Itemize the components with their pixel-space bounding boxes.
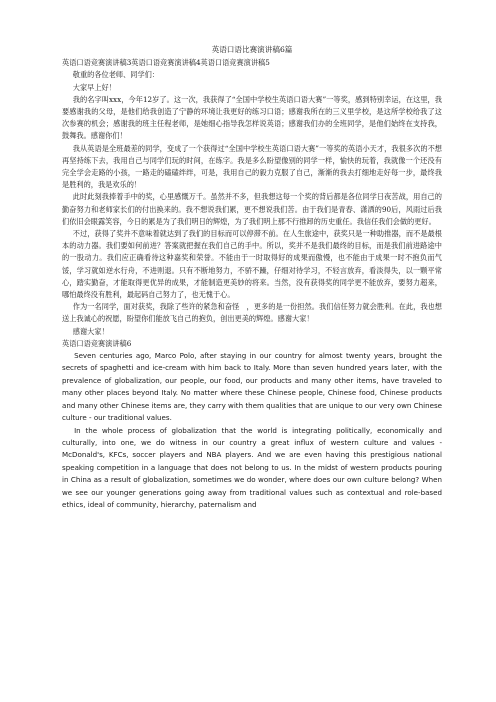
paragraph-3: 此时此刻我捧着手中的奖，心里感慨万千。虽然并不多，但我想这每一个奖的背后都是各位同学日夜苦战，用自己的勤奋努力和老师家长们的付出换来的。我不想说我们累，更不想说我们苦。由于我们是青春、潇洒的90后，风雨过后我们依旧会眼露笑容，今日的累是为了我们明日的辉煌，为了我们明上那不行推卸的历史重任。我信任我们会做的更好。 xyxy=(62,192,442,226)
document-title: 英语口语比赛演讲稿6篇 xyxy=(211,45,293,54)
hello-line: 大家早上好！ xyxy=(72,82,116,92)
english-paragraph-2: In the whole process of globalization that the world is integrating politically, economically and culturally, into one, we do witness in our country a great influx of western culture and values - McDonald's, KFCs, soccer players and NBA players. And we are even having this prestigious national speaking competition in a language that does not belong to us. In the midst of western products pouring in China as a result of globalization, sometimes we do wonder, where does our own culture belong? When we see our younger generations going away from traditional values such as contextual and role-based ethics, ideal of community, hierarchy, paternalism and xyxy=(62,425,442,509)
greeting: 敬重的各位老师、同学们： xyxy=(72,70,160,80)
paragraph-5: 作为一名同学，面对获奖，我除了些许的紧急和奋怪 ，更多的是一份担然。我们信任努力就会胜利。在此，我也想送上我诚心的祝愿，盼望你们能放飞自己的抱负，创出更美的辉煌。感谢大家！ xyxy=(62,302,442,324)
thanks-line: 感谢大家！ xyxy=(72,326,109,336)
section-title-6: 英语口语竞赛演讲稿6 xyxy=(62,338,132,348)
table-of-contents-line: 英语口语竞赛演讲稿3英语口语竞赛演讲稿4英语口语竞赛演讲稿5 xyxy=(62,58,270,68)
paragraph-1: 我的名字叫xxx，今年12岁了。这一次，我获得了“全国中学校生英语口语大赛”一等奖，感到特别幸运，在这里，我要感谢我的父母，是他们给我创造了宁静的环境让我更好的练习口语；感谢我所在的三义里学校，是这所学校给我了这次参赛的机会；感谢我的班主任程老师，是她细心指导我怎样说英语；感谢我们办的全班同学，是他们始终在支持我，鼓舞我。感谢你们！ xyxy=(62,94,442,141)
paragraph-2: 我从英语是全班最差的同学，变成了一个获得过“全国中学校生英语口语大赛”一等奖的英语小天才，我很多次的不想再坚持练下去，我用自己与同学们玩的时间，在练字。我是多么盼望像别的同学一样，愉快的玩着，我就像一个还没有完全学会走路的小孩，一路走的磕磕绊绊，可是，我用自己的毅力克服了自己，渐渐的我去打细地走好每一步，最终我是胜利的，我是欢乐的！ xyxy=(62,143,442,190)
english-paragraph-1: Seven centuries ago, Marco Polo, after staying in our country for almost twenty years, brought the secrets of spaghetti and ice-cream with him back to Italy. More than seven hundred years later, with the prevalence of globalization, our people, our food, our products and many other items, have traveled to many other places beyond Italy. No matter where these Chinese people, Chinese food, Chinese products and many other Chinese items are, they carry with them qualities that are unique to our very own Chinese culture - our traditional values. xyxy=(62,351,443,423)
paragraph-4: 不过，获得了奖并不意味着就达到了我们的目标而可以停滞不前。在人生旅途中，获奖只是一种助推器，而不是最根本的动力器。我们要如何前进？答案就把握在我们自己的手中。所以，奖并不是我们最终的目标，而是我们前进路途中的一股动力。我们应正确看待这种嘉奖和荣誉。不能由于一时取得好的成果而傲慢，也不能由于成果一时不抱负而气馁，学习就如逆水行舟，不进则退。只有不断地努力，不骄不躁，仔细对待学习，不轻言放弃，看淡得失，以一颗平常心，踏实勤奋，才能取得更优异的成果，才能制造更美妙的将来。当然，没有获得奖的同学更不能放弃，要努力超来，哪怕最终没有胜利，最起码自己努力了，也无愧于心。 xyxy=(62,229,442,300)
